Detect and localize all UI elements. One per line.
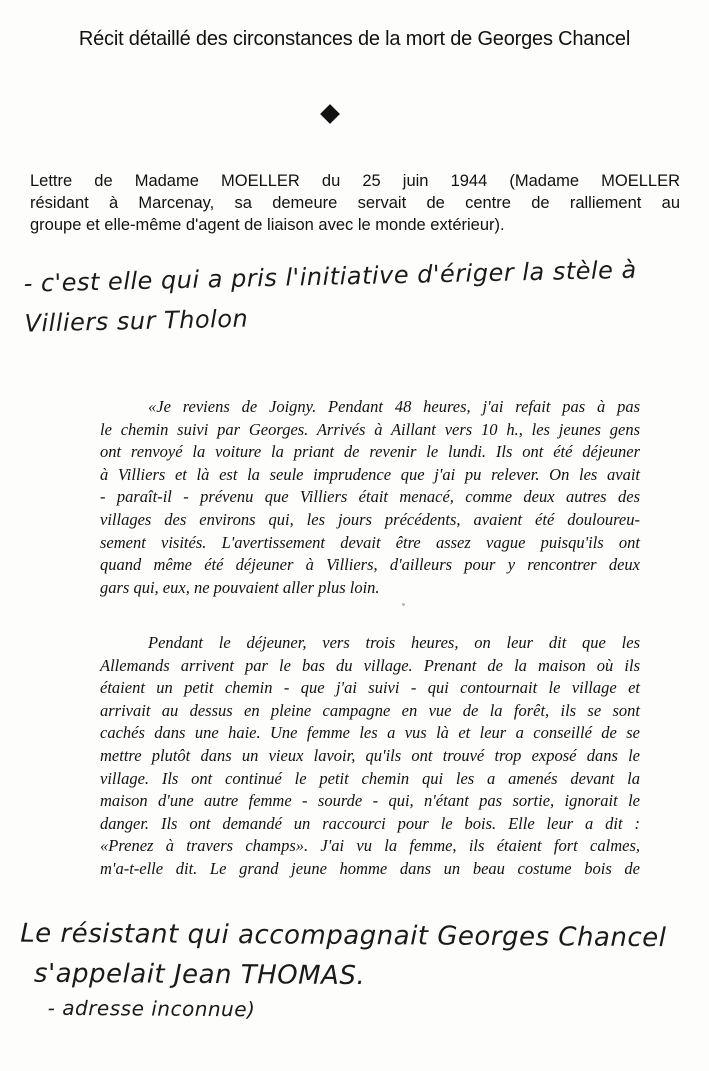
letter-line: ont renvoyé la voiture la priant de revenir le lundi. Ils ont été déjeuner [100, 442, 640, 462]
scan-speck [402, 603, 405, 606]
letter-line: le chemin suivi par Georges. Arrivés à Aillant vers 10 h., les jeunes gens [100, 419, 640, 439]
letter-line: gars qui, eux, ne pouvaient aller plus loin. [100, 577, 380, 597]
handwritten-note-2 [20, 914, 701, 1027]
letter-line: Allemands arrivent par le bas du village. Prenant de la maison où ils [100, 655, 640, 675]
letter-line: «Prenez à travers champs». J'ai vu la femme, ils étaient fort calmes, [100, 836, 640, 856]
intro-paragraph [30, 170, 680, 236]
letter-line: étaient un petit chemin - que j'ai suivi - qui contournait le village et [100, 678, 640, 698]
document-title: Récit détaillé des circonstances de la mort de Georges Chancel [78, 28, 631, 50]
letter-line: à Villiers et là est la seule imprudence que j'ai pu relever. On les avait [100, 464, 640, 484]
letter-line: quand même été déjeuner à Villiers, d'ailleurs pour y rencontrer deux [100, 555, 640, 575]
letter-paragraph-2 [100, 632, 640, 881]
handwritten-line: Le résistant qui accompagnait Georges Chancel [20, 918, 667, 954]
letter-line: villages des environs qui, les jours précédents, avaient été douloureu- [100, 509, 640, 529]
handwritten-line: s'appelait Jean THOMAS. [33, 958, 366, 992]
letter-line: Pendant le déjeuner, vers trois heures, on leur dit que les [148, 633, 640, 652]
letter-line: maison d'une autre femme - sourde - qui, n'étant pas sortie, ignorait le [100, 791, 640, 811]
intro-line: Lettre de Madame MOELLER du 25 juin 1944 (Madame MOELLER [30, 172, 680, 190]
diamond-ornament [320, 104, 340, 124]
handwritten-note-1 [23, 248, 695, 343]
letter-line: sement visités. L'avertissement devait être assez vague puisqu'ils ont [100, 532, 640, 552]
letter-line: mettre plutôt dans un vieux lavoir, qu'ils ont trouvé trop exposé dans le [100, 745, 640, 765]
letter-paragraph-1 [100, 396, 640, 599]
intro-line: groupe et elle-même d'agent de liaison avec le monde extérieur). [30, 216, 505, 234]
intro-line: résidant à Marcenay, sa demeure servait de centre de ralliement au [30, 194, 680, 212]
letter-line: village. Ils ont continué le petit chemin qui les a amenés devant la [100, 768, 640, 788]
handwritten-line: - c'est elle qui a pris l'initiative d'ériger la stèle à [23, 255, 638, 298]
letter-line: danger. Ils ont demandé un raccourci pour le bois. Elle leur a dit : [100, 813, 640, 833]
letter-line: cachés dans une haie. Une femme les a vus là et leur a conseillé de se [100, 723, 640, 743]
handwritten-line: Villiers sur Tholon [24, 304, 249, 338]
letter-line: «Je reviens de Joigny. Pendant 48 heures, j'ai refait pas à pas [148, 397, 640, 416]
letter-line: arrivait au dessus en pleine campagne en vue de la forêt, ils se sont [100, 700, 640, 720]
letter-line: m'a-t-elle dit. Le grand jeune homme dans un beau costume bois de [100, 858, 640, 878]
handwritten-line: - adresse inconnue) [47, 995, 256, 1022]
letter-line: - paraît-il - prévenu que Villiers était menacé, comme deux autres des [100, 487, 640, 507]
